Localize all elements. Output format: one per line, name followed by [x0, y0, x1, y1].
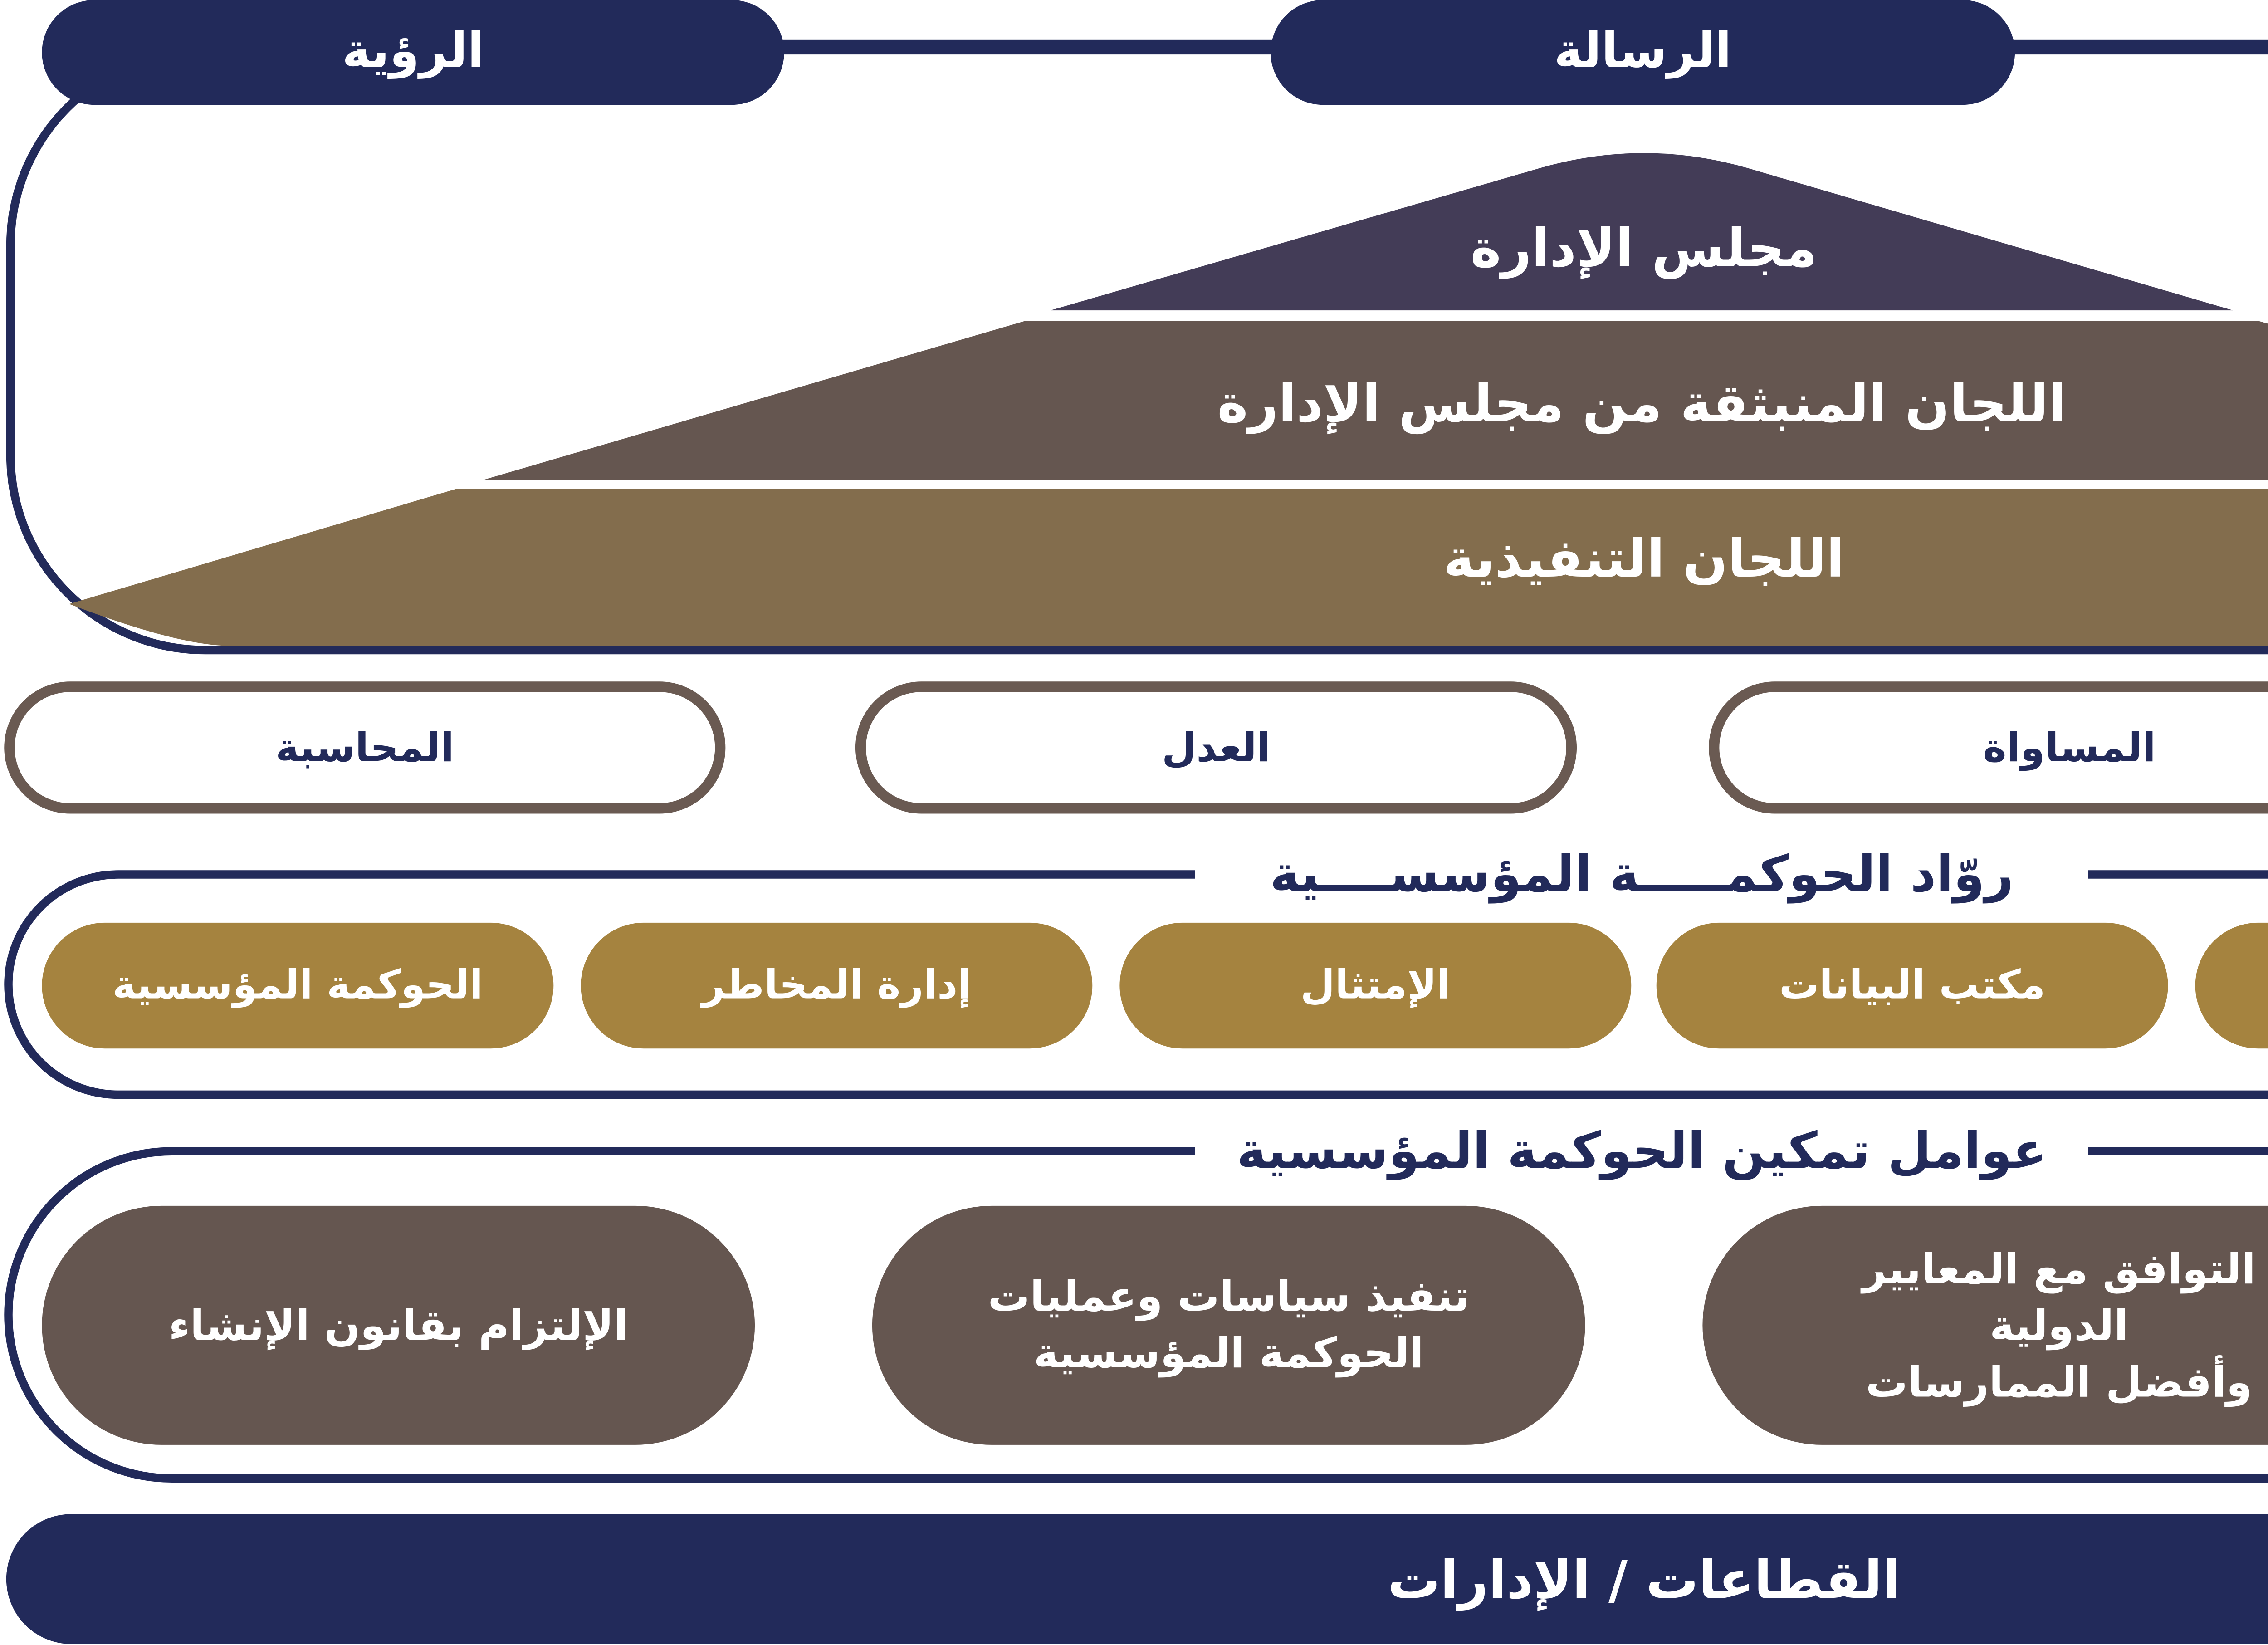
- leader-risk-management: [581, 923, 1092, 1048]
- leaders-title: روّاد الحوكمـــــة المؤسســــية: [1195, 839, 2088, 910]
- enabler-label: تنفيذ سياسات وعمليات الحوكمة المؤسسية: [987, 1271, 1470, 1378]
- enabler-label: الإلتزام بقانون الإنشاء: [168, 1299, 628, 1350]
- leader-data-office: [1657, 923, 2168, 1048]
- principle-justice: [855, 681, 1577, 813]
- leader-label: مكتب البيانات: [1779, 962, 2046, 1009]
- principle-label: المحاسبة: [275, 725, 455, 771]
- board-committees-tier: [1025, 348, 2258, 457]
- enabler-policies: [872, 1206, 1585, 1445]
- principle-label: العدل: [1162, 725, 1271, 771]
- enabler-establishment-law: [42, 1206, 755, 1445]
- vision-label: الرؤية: [342, 25, 484, 80]
- leader-label: الحوكمة المؤسسية: [112, 962, 483, 1009]
- leader-corporate-governance: [42, 923, 553, 1048]
- leader-label: الإمتثال: [1300, 962, 1451, 1009]
- enabler-label: التوافق مع المعايير الدولية وأفضل الممارسات: [1862, 1242, 2256, 1406]
- mission-label: الرسالة: [1554, 25, 1732, 80]
- leader-label: إدارة المخاطر: [702, 962, 972, 1009]
- sectors-departments-bar: [6, 1514, 2268, 1644]
- board-tier: [1258, 199, 2029, 296]
- enabler-standards: [1702, 1206, 2268, 1445]
- board-label: مجلس الإدارة: [1470, 217, 1818, 278]
- principle-equality: [1709, 681, 2268, 813]
- executive-committees-tier: [839, 503, 2268, 612]
- principle-label: المساواة: [1983, 725, 2156, 771]
- leader-compliance: [1119, 923, 1631, 1048]
- executive-committees-label: اللجان التنفيذية: [1443, 527, 1844, 588]
- principle-accountability: [4, 681, 725, 813]
- board-committees-label: اللجان المنبثقة من مجلس الإدارة: [1217, 372, 2067, 433]
- sectors-departments-label: القطاعات / الإدارات: [1387, 1548, 1901, 1610]
- enablers-title: عوامل تمكين الحوكمة المؤسسية: [1195, 1116, 2088, 1187]
